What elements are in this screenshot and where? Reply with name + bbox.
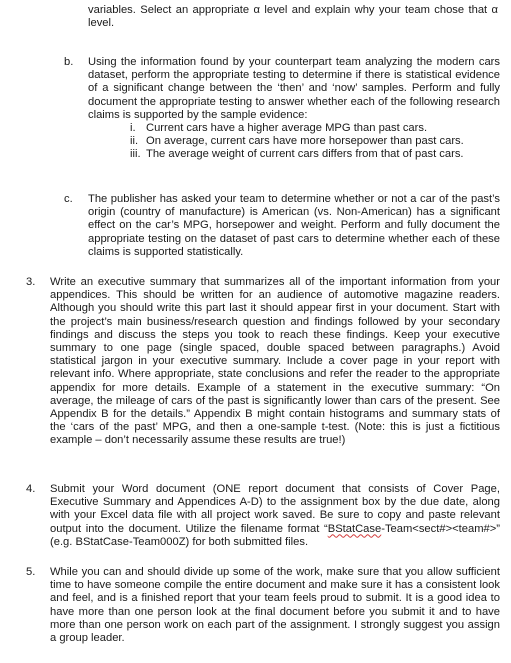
list-item-4 <box>26 483 500 549</box>
claim-item <box>130 135 500 148</box>
claim-marker: i. <box>130 122 136 135</box>
item-4-text-before: Submit your Word document (ONE report document that consists of Cover Page, Executive Summary and Appendices A-D) to the assignment box by the due date, along with your Excel data file with all project work saved. Be sure to copy and paste relevant output into the document. Utilize the filename format “ <box>50 483 500 535</box>
item-c-text: The publisher has asked your team to determine whether or not a car of the past’s origin (country of manufacture) is American (vs. Non-American) has a significant effect on the car’s MPG, horsepower and weight. Perform and fully document the appropriate testing on the dataset of past cars to determine whether each of these claims is supported statistically. <box>88 193 500 258</box>
spellcheck-flagged-word[interactable]: BStatCase <box>327 522 382 535</box>
item-5-text: While you can and should divide up some of the work, make sure that you allow sufficient time to have someone compile the entire document and make sure it has a consistent look and feel, and is a finished report that your team feels proud to submit. It is a good idea to have more than one person look at the final document before you submit it and to have more than one person work on each part of the assignment. I strongly suggest you assign a group leader. <box>50 566 500 645</box>
item-3-text: Write an executive summary that summarizes all of the important information from your appendices. This should be written for an audience of automotive magazine readers. Although you should write this part last it should appear first in your document. Start with the project’s main business/research question and findings followed by your secondary findings and discuss the steps you took to reach these findings. Keep your executive summary to one page (single spaced, double spaced between paragraphs.) Avoid statistical jargon in your executive summary. Include a cover page in your report with relevant info. Where appropriate, state conclusions and refer the reader to the appropriate appendix for more details. Example of a statement in the executive summary: “On average, the mileage of cars of the past is significantly lower than cars of the present. See Appendix B for the details.” Appendix B might contain histograms and summary stats of the ‘cars of the past’ MPG, and then a one-sample t-test. (Note: this is just a fictitious example – don’t necessarily assume these results are true!) <box>50 276 500 447</box>
claim-marker: ii. <box>130 135 139 148</box>
item-marker: b. <box>64 56 74 68</box>
claim-text: On average, current cars have more horsepower than past cars. <box>146 135 464 148</box>
item-4-text <box>50 483 500 549</box>
item-4-text-after: -Team<sect#><team#>” (e.g. BStatCase-Team000Z) for both submitted files. <box>50 522 500 548</box>
list-item-3 <box>26 276 500 448</box>
claim-item <box>130 148 500 161</box>
list-item-b <box>64 56 500 162</box>
item-b-text: Using the information found by your counterpart team analyzing the modern cars dataset, perform the appropriate testing to determine if there is statistical evidence of a significant change between the ‘then’ and ‘now’ samples. Perform and fully document the appropriate testing to answer whether each of the following research claims is supported by the sample evidence: <box>88 56 500 121</box>
item-marker: 3. <box>26 276 36 288</box>
item-marker: 4. <box>26 483 36 495</box>
research-claims-list <box>88 122 500 162</box>
continued-text: variables. Select an appropriate α level and explain why your team chose that α level. <box>88 4 498 30</box>
claim-text: The average weight of current cars differs from that of past cars. <box>146 148 464 161</box>
list-item-5 <box>26 566 500 645</box>
claim-text: Current cars have a higher average MPG than past cars. <box>146 122 428 135</box>
continued-paragraph <box>88 4 498 30</box>
item-marker: 5. <box>26 566 36 578</box>
item-marker: c. <box>64 193 73 205</box>
list-item-c <box>64 193 500 259</box>
claim-item <box>130 122 500 135</box>
claim-marker: iii. <box>130 148 141 161</box>
